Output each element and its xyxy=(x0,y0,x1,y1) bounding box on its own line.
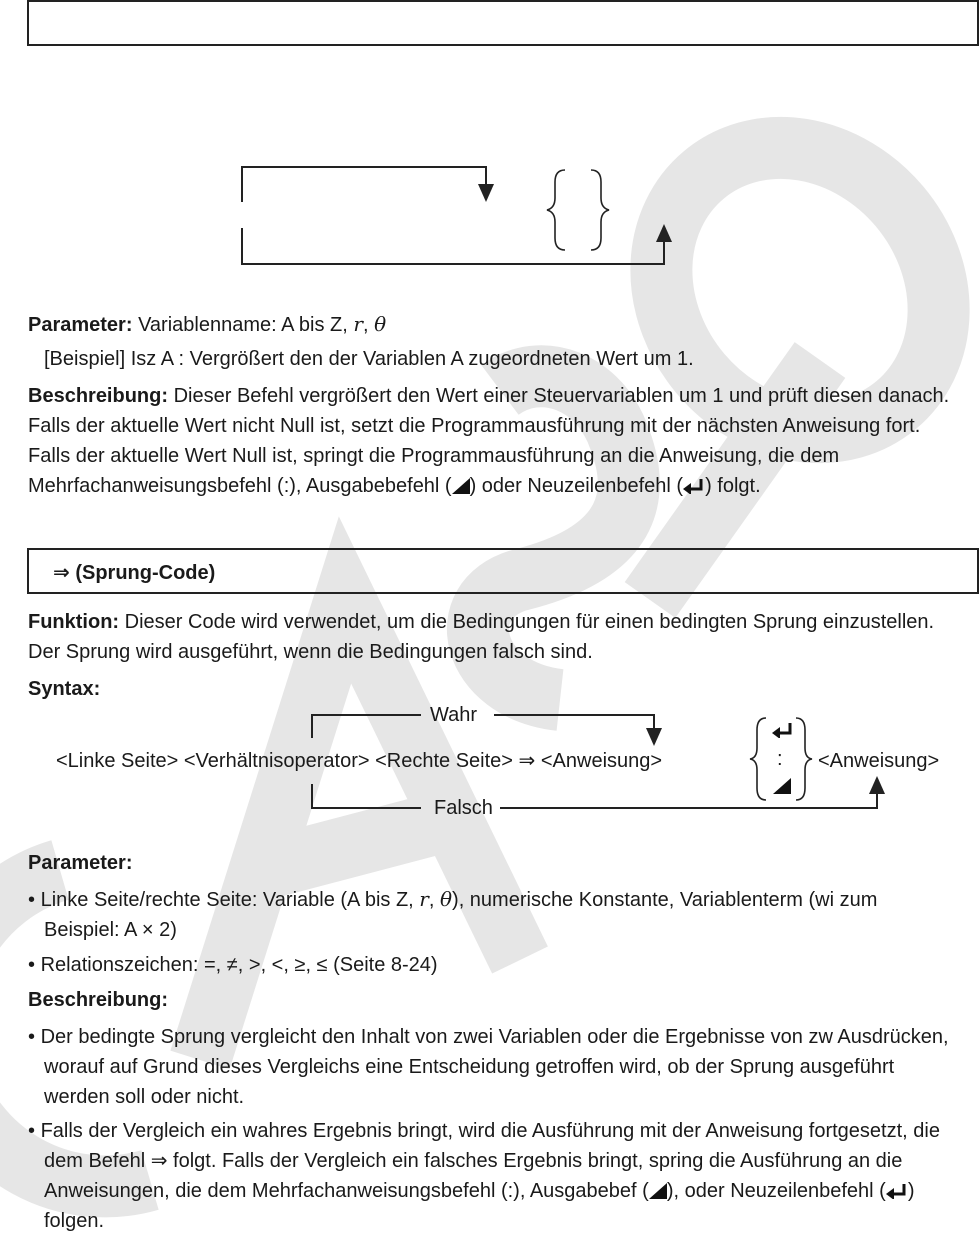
display-triangle-icon xyxy=(773,778,791,794)
variable-r: r xyxy=(419,887,429,911)
syntax-tail: <Anweisung> xyxy=(818,750,940,772)
separator-comma: , xyxy=(428,889,440,911)
return-arrow-icon xyxy=(772,722,794,738)
bullet-mark: • xyxy=(28,1120,36,1142)
desc-bullet-2b: ), oder Neuzeilenbefehl ( xyxy=(666,1180,886,1202)
isz-description xyxy=(28,381,958,501)
description-label: Beschreibung: xyxy=(28,385,169,407)
diagram-line xyxy=(241,263,665,265)
bullet-mark: • xyxy=(28,889,36,911)
desc-bullet-2c: ) folgen. xyxy=(44,1180,915,1232)
desc-bullet-1: Der bedingte Sprung vergleicht den Inhalt von zwei Variablen oder die Ergebnisse von zw Ausdrücken, worauf auf Grund dieses Vergleichs eine Entscheidung getroffen wird, ob der Sprung ausgeführt werden soll oder nicht. xyxy=(40,1026,949,1108)
isz-parameter-line xyxy=(28,311,386,338)
true-label: Wahr xyxy=(430,704,478,726)
param-bullet-2: Relationszeichen: =, ≠, >, <, ≥, ≤ (Seite 8-24) xyxy=(40,954,438,976)
variable-theta: θ xyxy=(439,887,453,911)
description-bullet xyxy=(28,1116,958,1236)
bullet-mark: • xyxy=(28,1026,36,1048)
parameter-bullet xyxy=(28,950,958,980)
description-text-2: ) oder Neuzeilenbefehl ( xyxy=(469,475,684,497)
diagram-line xyxy=(494,714,655,716)
sprung-code-title: ⇒ (Sprung-Code) xyxy=(53,562,216,584)
jump-description-label: Beschreibung: xyxy=(28,989,169,1011)
section-header-box-top xyxy=(27,0,979,46)
parameter-bullet xyxy=(28,884,958,945)
separator-comma: , xyxy=(362,314,375,336)
function-label: Funktion: xyxy=(28,611,120,633)
isz-example-line: [Beispiel] Isz A : Vergrößert den der Variablen A zugeordneten Wert um 1. xyxy=(44,348,694,370)
diagram-line xyxy=(241,166,487,168)
desc-bullet-2a: Falls der Vergleich ein wahres Ergebnis bringt, wird die Ausführung mit der Anweisung fortgesetzt, die dem Befehl ⇒ folgt. Falls der Vergleich ein falsches Ergebnis bringt, spring die Ausführung an die Anweisungen, die dem Mehrfachanweisungsbefehl (:), Ausgabebef ( xyxy=(40,1120,940,1202)
return-arrow-icon xyxy=(886,1183,908,1199)
display-triangle-icon xyxy=(649,1183,667,1199)
diagram-line xyxy=(500,807,878,809)
sprung-code-header-box xyxy=(27,548,979,594)
jump-parameter-label: Parameter: xyxy=(28,852,133,874)
diagram-line xyxy=(311,714,313,738)
return-arrow-icon xyxy=(683,478,705,494)
parameter-label: Parameter: xyxy=(28,314,133,336)
down-arrow-icon xyxy=(478,184,494,202)
variable-theta: θ xyxy=(374,312,387,336)
diagram-line xyxy=(663,240,665,265)
syntax-label: Syntax: xyxy=(28,678,101,700)
parameter-text: Variablenname: A bis Z, xyxy=(138,314,354,336)
syntax-expression: <Linke Seite> <Verhältnisoperator> <Rechte Seite> ⇒ <Anweisung> xyxy=(56,750,663,772)
false-label: Falsch xyxy=(434,797,493,819)
diagram-line xyxy=(241,228,243,265)
up-arrow-icon xyxy=(869,776,885,794)
param-bullet-1a: Linke Seite/rechte Seite: Variable (A bis Z, xyxy=(40,889,420,911)
function-text: Dieser Code wird verwendet, um die Bedingungen für einen bedingten Sprung einzustellen. Der Sprung wird ausgeführt, wenn die Bedingungen falsch sind. xyxy=(28,611,935,663)
diagram-line xyxy=(311,714,421,716)
diagram-line xyxy=(311,807,421,809)
param-bullet-1b: ), numerische Konstante, Variablenterm (wi zum Beispiel: A × 2) xyxy=(44,889,878,941)
down-arrow-icon xyxy=(646,728,662,746)
jump-function xyxy=(28,607,958,667)
description-text-1: Dieser Befehl vergrößert den Wert einer Steuervariablen um 1 und prüft diesen danach. Falls der aktuelle Wert nicht Null ist, setzt die Programmausführung mit der nächsten Anweisung fort. Falls der aktuelle Wert Null ist, springt die Programmausführung an die Anweisung, die dem Mehrfachanweisungsbefehl (:), Ausgabebefehl ( xyxy=(28,385,950,497)
diagram-line xyxy=(876,792,878,809)
display-triangle-icon xyxy=(452,478,470,494)
description-bullet xyxy=(28,1022,958,1112)
diagram-line xyxy=(485,166,487,186)
colon-symbol: : xyxy=(777,748,783,770)
diagram-line xyxy=(311,784,313,809)
bullet-mark: • xyxy=(28,954,36,976)
variable-r: r xyxy=(353,312,363,336)
brace-group-icon xyxy=(545,168,611,252)
description-text-3: ) folgt. xyxy=(705,475,761,497)
up-arrow-icon xyxy=(656,224,672,242)
diagram-line xyxy=(241,166,243,202)
